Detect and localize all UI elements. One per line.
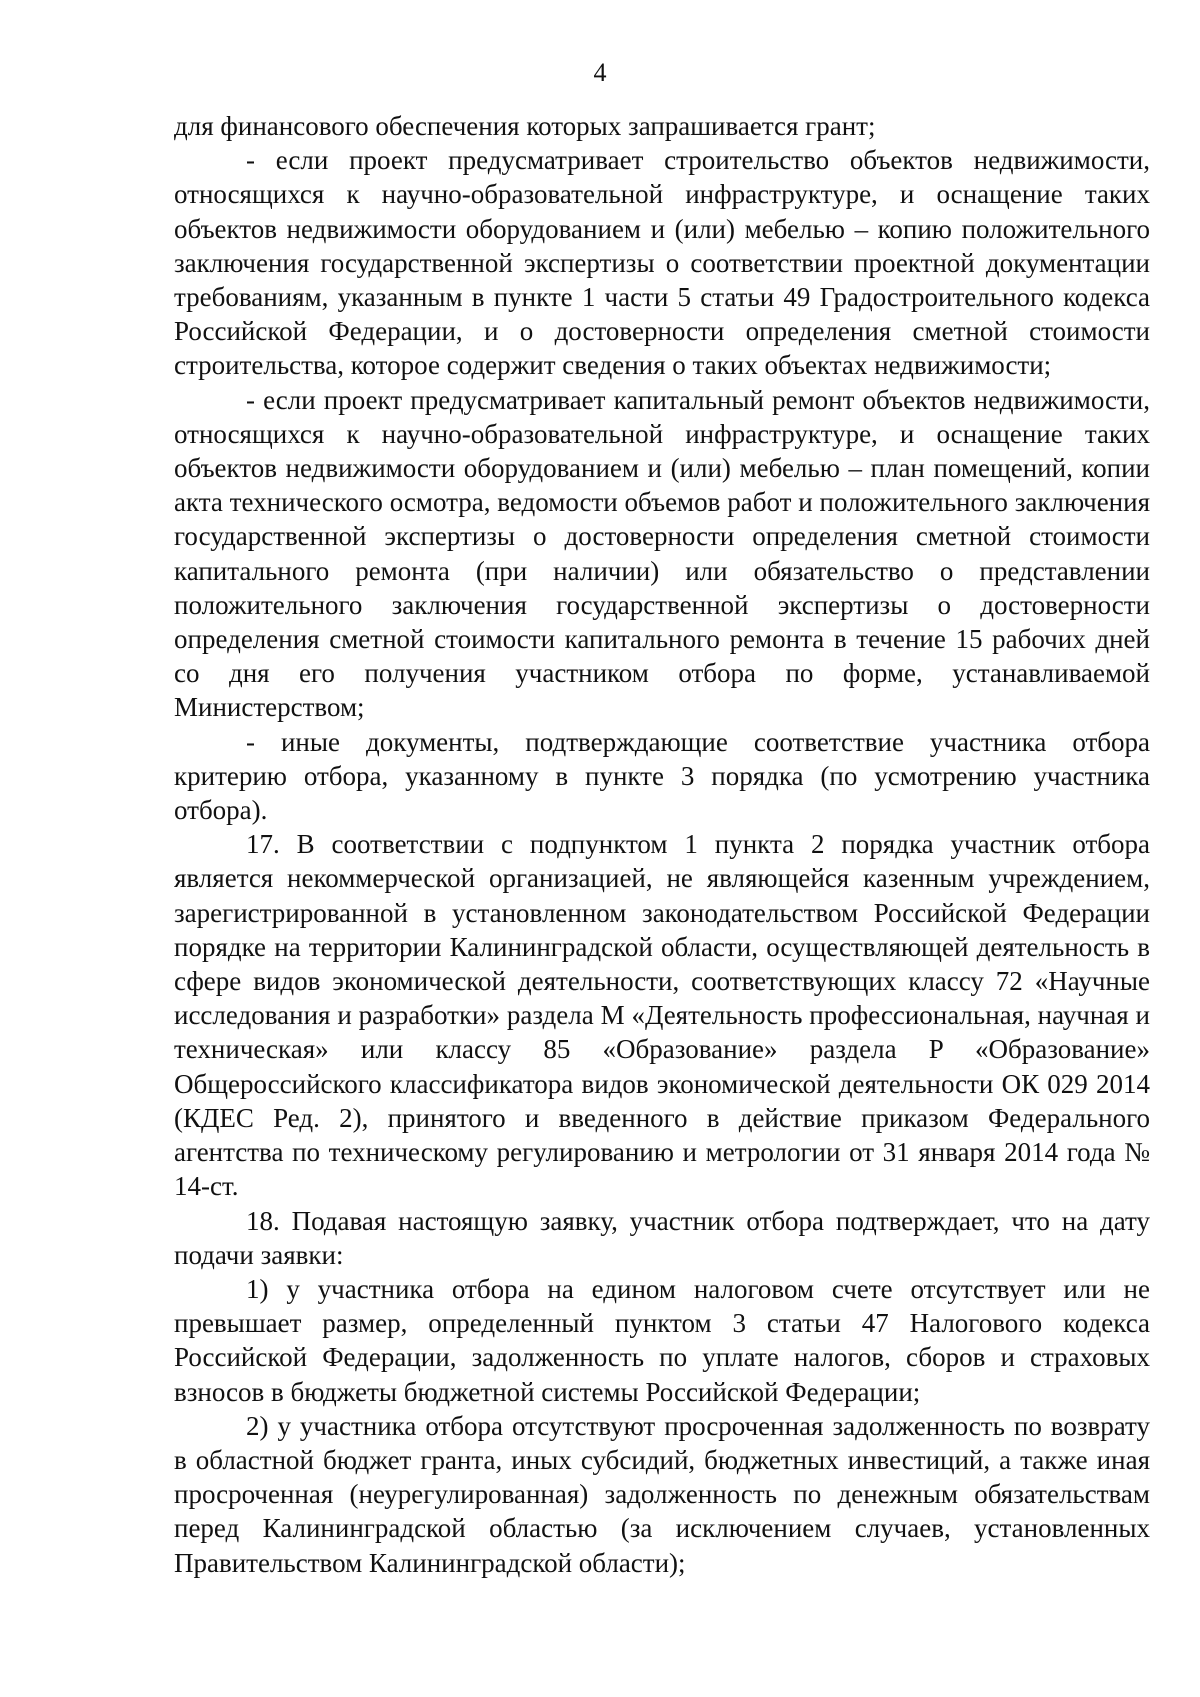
paragraph: для финансового обеспечения которых запрашивается грант; xyxy=(174,111,876,141)
paragraph: 2) у участника отбора отсутствуют просроченная задолженность по возврату в областной бюджет гранта, иных субсидий, бюджетных инвестиций, а также иная просроченная (неурегулированная) задолженность по денежным обязательствам перед Калининградской областью (за исключением случаев, установленных Правительством Калининградской области); xyxy=(174,1410,1150,1578)
page-number: 4 xyxy=(593,58,607,87)
paragraph: - иные документы, подтверждающие соответствие участника отбора критерию отбора, указанному в пункте 3 порядка (по усмотрению участника отбора). xyxy=(174,726,1150,826)
document-body xyxy=(174,109,1150,1580)
paragraph: 1) у участника отбора на едином налоговом счете отсутствует или не превышает размер, определенный пунктом 3 статьи 47 Налогового кодекса Российской Федерации, задолженность по уплате налогов, сборов и страховых взносов в бюджеты бюджетной системы Российской Федерации; xyxy=(174,1273,1150,1407)
paragraph: 18. Подавая настоящую заявку, участник отбора подтверждает, что на дату подачи заявки: xyxy=(174,1205,1150,1270)
paragraph: - если проект предусматривает строительство объектов недвижимости, относящихся к научно-образовательной инфраструктуре, и оснащение таких объектов недвижимости оборудованием и (или) мебелью – копию положительного заключения государственной экспертизы о соответствии проектной документации требованиям, указанным в пункте 1 части 5 статьи 49 Градостроительного кодекса Российской Федерации, и о достоверности определения сметной стоимости строительства, которое содержит сведения о таких объектах недвижимости; xyxy=(174,145,1150,381)
paragraph: 17. В соответствии с подпунктом 1 пункта 2 порядка участник отбора является некоммерческой организацией, не являющейся казенным учреждением, зарегистрированной в установленном законодательством Российской Федерации порядке на территории Калининградской области, осуществляющей деятельность в сфере видов экономической деятельности, соответствующих классу 72 «Научные исследования и разработки» раздела M «Деятельность профессиональная, научная и техническая» или классу 85 «Образование» раздела P «Образование» Общероссийского классификатора видов экономической деятельности ОК 029 2014 (КДЕС Ред. 2), принятого и введенного в действие приказом Федерального агентства по техническому регулированию и метрологии от 31 января 2014 года № 14-ст. xyxy=(174,829,1150,1202)
paragraph: - если проект предусматривает капитальный ремонт объектов недвижимости, относящихся к научно-образовательной инфраструктуре, и оснащение таких объектов недвижимости оборудованием и (или) мебелью – план помещений, копии акта технического осмотра, ведомости объемов работ и положительного заключения государственной экспертизы о достоверности определения сметной стоимости капитального ремонта (при наличии) или обязательство о представлении положительного заключения государственной экспертизы о достоверности определения сметной стоимости капитального ремонта в течение 15 рабочих дней со дня его получения участником отбора по форме, устанавливаемой Министерством; xyxy=(174,384,1150,723)
